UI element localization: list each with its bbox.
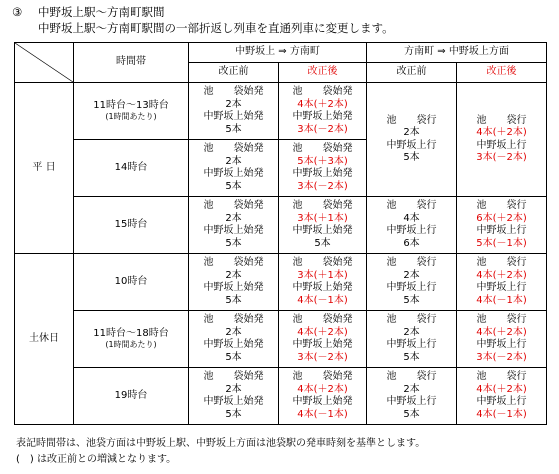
d1-after-cell: 池 袋始発 4本(＋2本) 中野坂上始発 4本(－1本): [279, 368, 367, 425]
section-title: 中野坂上駅～方南町駅間: [38, 5, 165, 19]
table-row: [15, 311, 547, 368]
d2-after-cell: 池 袋行 4本(＋2本) 中野坂上行 4本(－1本): [457, 368, 547, 425]
time-text: 14時台: [114, 161, 148, 173]
d2-after-cell: 池 袋行 6本(＋2本) 中野坂上行 5本(－1本): [457, 197, 547, 254]
time-cell: [74, 311, 189, 368]
time-cell: [74, 368, 189, 425]
d1-before-cell: 池 袋始発 2本 中野坂上始発 5本: [189, 254, 279, 311]
footnote-2: ( ) は改正前との増減となります。: [16, 454, 177, 465]
corner-diagonal: [15, 43, 73, 82]
section-number: ③: [12, 5, 23, 19]
time-note: (1時間あたり): [105, 340, 157, 350]
d2-before-header: 改正前: [367, 63, 457, 83]
d1-before-cell: 池 袋始発 2本 中野坂上始発 5本: [189, 197, 279, 254]
table-row: [15, 368, 547, 425]
time-text: 15時台: [114, 218, 148, 230]
d1-after-cell: 池 袋始発 4本(＋2本) 中野坂上始発 3本(－2本): [279, 311, 367, 368]
direction-1-header: 中野坂上 ⇒ 方南町: [189, 43, 367, 63]
time-note: (1時間あたり): [105, 112, 157, 122]
d2-before-cell: 池 袋行 2本 中野坂上行 5本: [367, 254, 457, 311]
d2-before-cell: 池 袋行 2本 中野坂上行 5本: [367, 311, 457, 368]
time-text: 11時台～13時台: [93, 99, 169, 111]
footnote-1: 表記時間帯は、池袋方面は中野坂上駅、中野坂上方面は池袋駅の発車時刻を基準とします。: [16, 438, 426, 449]
d1-before-cell: 池 袋始発 2本 中野坂上始発 5本: [189, 83, 279, 140]
d2-after-cell: 池 袋行 4本(＋2本) 中野坂上行 3本(－2本): [457, 83, 547, 197]
direction-2-header: 方南町 ⇒ 中野坂上方面: [367, 43, 547, 63]
time-header: 時間帯: [74, 43, 189, 83]
time-text: 10時台: [114, 275, 148, 287]
d2-before-cell: 池 袋行 2本 中野坂上行 5本: [367, 83, 457, 197]
section-description: 中野坂上駅～方南町駅間の一部折返し列車を直通列車に変更します。: [38, 21, 394, 35]
time-text: 11時台～18時台: [93, 327, 169, 339]
time-cell: [74, 197, 189, 254]
d2-after-cell: 池 袋行 4本(＋2本) 中野坂上行 4本(－1本): [457, 254, 547, 311]
d2-before-cell: 池 袋行 4本 中野坂上行 6本: [367, 197, 457, 254]
d1-before-cell: 池 袋始発 2本 中野坂上始発 5本: [189, 140, 279, 197]
d1-after-cell: 池 袋始発 3本(＋1本) 中野坂上始発 5本: [279, 197, 367, 254]
time-cell: [74, 83, 189, 140]
d1-after-cell: 池 袋始発 4本(＋2本) 中野坂上始発 3本(－2本): [279, 83, 367, 140]
d1-before-cell: 池 袋始発 2本 中野坂上始発 5本: [189, 311, 279, 368]
time-cell: [74, 140, 189, 197]
d1-before-cell: 池 袋始発 2本 中野坂上始発 5本: [189, 368, 279, 425]
weekday-label: 平 日: [15, 83, 74, 254]
d1-after-cell: 池 袋始発 3本(＋1本) 中野坂上始発 4本(－1本): [279, 254, 367, 311]
table-row: [15, 254, 547, 311]
d2-after-header: 改正後: [457, 63, 547, 83]
time-cell: [74, 254, 189, 311]
corner-cell: [15, 43, 74, 83]
holiday-label: 土休日: [15, 254, 74, 425]
footnotes: [16, 436, 425, 468]
d1-after-cell: 池 袋始発 5本(＋3本) 中野坂上始発 3本(－2本): [279, 140, 367, 197]
table-header-row: [15, 43, 547, 63]
section-heading: [12, 4, 394, 36]
d1-after-header: 改正後: [279, 63, 367, 83]
table-row: [15, 197, 547, 254]
d2-before-cell: 池 袋行 2本 中野坂上行 5本: [367, 368, 457, 425]
table-row: [15, 83, 547, 140]
time-text: 19時台: [114, 389, 148, 401]
d1-before-header: 改正前: [189, 63, 279, 83]
timetable-change-table: [14, 42, 547, 425]
d2-after-cell: 池 袋行 4本(＋2本) 中野坂上行 3本(－2本): [457, 311, 547, 368]
